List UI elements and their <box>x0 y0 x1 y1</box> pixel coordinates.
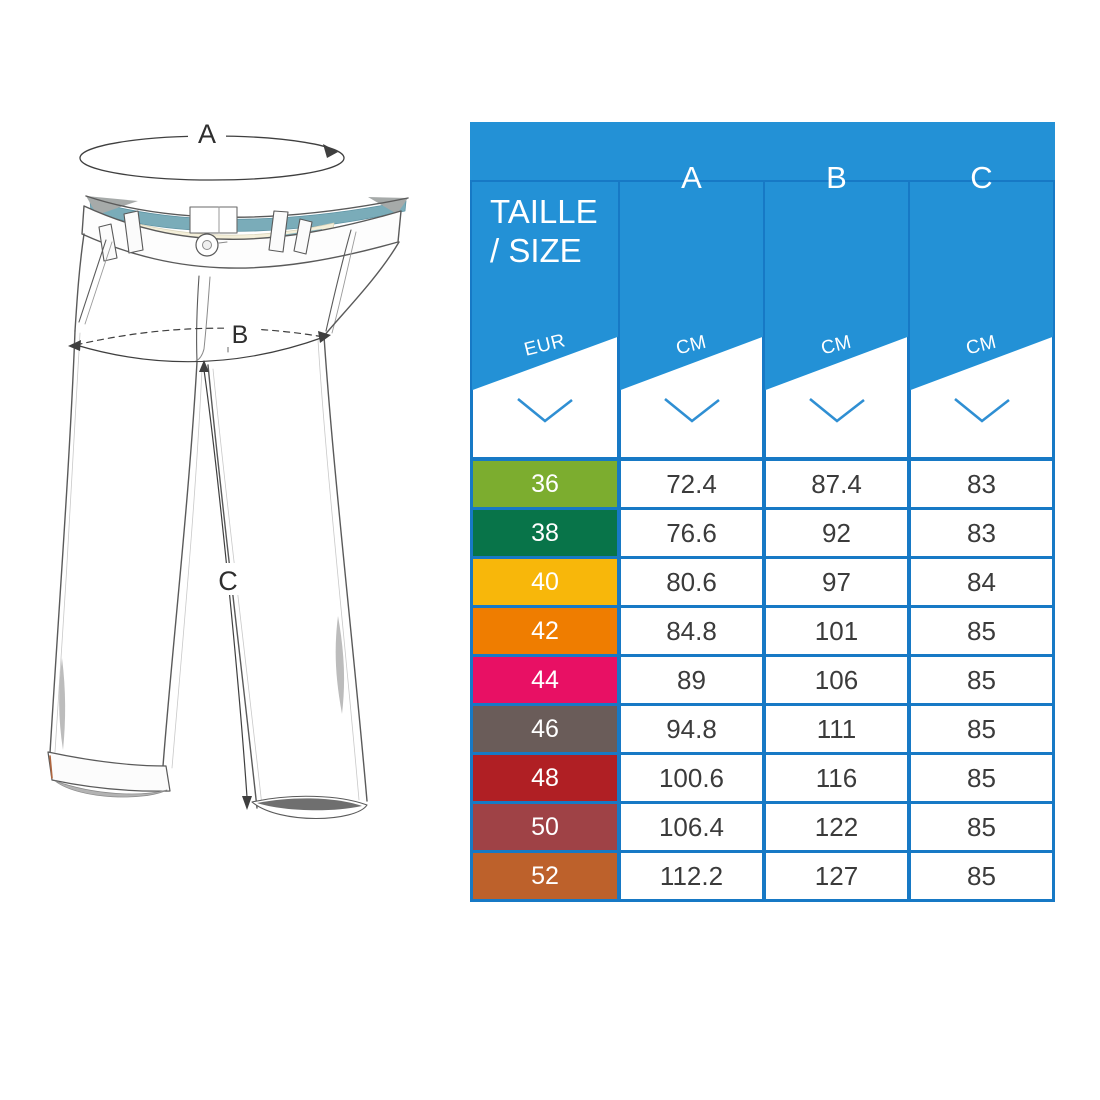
size-swatch: 48 <box>470 752 620 804</box>
chevron-down-icon <box>806 395 868 425</box>
fly-shield <box>190 207 237 233</box>
value-cell: 106.4 <box>618 801 765 853</box>
fly-seam <box>197 276 199 361</box>
size-swatch: 46 <box>470 703 620 755</box>
table-title-line1: TAILLE <box>490 193 598 230</box>
pants-technical-drawing <box>30 100 460 860</box>
size-swatch: 36 <box>470 458 620 510</box>
value-cell: 85 <box>908 801 1055 853</box>
column-a-header: A <box>681 160 702 195</box>
value-cell: 80.6 <box>618 556 765 608</box>
value-cell: 127 <box>763 850 910 902</box>
subheader-a <box>618 180 765 460</box>
value-cell: 83 <box>908 507 1055 559</box>
value-cell: 87.4 <box>763 458 910 510</box>
value-cell: 84.8 <box>618 605 765 657</box>
column-b-values <box>763 458 910 902</box>
value-cell: 106 <box>763 654 910 706</box>
value-cell: 76.6 <box>618 507 765 559</box>
column-c-header: C <box>970 160 993 195</box>
leg-right-outer <box>324 336 367 801</box>
table-title-line2: / SIZE <box>490 232 582 269</box>
chevron-down-icon <box>951 395 1013 425</box>
subheader-b <box>763 180 910 460</box>
subheader-c <box>908 180 1055 460</box>
pocket-left-stitch <box>85 242 112 324</box>
column-b-header: B <box>826 160 847 195</box>
value-cell: 85 <box>908 654 1055 706</box>
leg-crease <box>55 333 80 752</box>
unit-label-cm: CM <box>964 331 999 360</box>
value-cell: 72.4 <box>618 458 765 510</box>
value-cell: 89 <box>618 654 765 706</box>
chevron-down-icon <box>661 395 723 425</box>
value-cell: 97 <box>763 556 910 608</box>
waist-arrowhead <box>323 144 338 158</box>
size-table <box>470 122 1055 932</box>
chevron-down-icon <box>514 395 576 425</box>
value-cell: 84 <box>908 556 1055 608</box>
value-cell: 85 <box>908 752 1055 804</box>
value-cell: 122 <box>763 801 910 853</box>
value-cell: 92 <box>763 507 910 559</box>
value-cell: 85 <box>908 605 1055 657</box>
size-swatch: 42 <box>470 605 620 657</box>
value-cell: 85 <box>908 703 1055 755</box>
hip-measure-dashed <box>76 328 324 345</box>
value-cell: 100.6 <box>618 752 765 804</box>
value-cell: 116 <box>763 752 910 804</box>
size-swatch: 40 <box>470 556 620 608</box>
column-a-values <box>618 458 765 902</box>
value-cell: 85 <box>908 850 1055 902</box>
inseam-arrowhead-bottom <box>242 796 252 810</box>
pocket-left <box>79 240 106 322</box>
leg-crease <box>172 368 202 768</box>
unit-label-cm: CM <box>819 331 854 360</box>
size-swatch-column <box>470 458 620 902</box>
side-seam-left <box>75 234 84 331</box>
leg-crease <box>318 340 359 800</box>
unit-label-cm: CM <box>674 331 709 360</box>
value-cell: 83 <box>908 458 1055 510</box>
waist-button-center <box>203 241 212 250</box>
size-swatch: 44 <box>470 654 620 706</box>
unit-label-eur: EUR <box>522 330 568 361</box>
value-cell: 101 <box>763 605 910 657</box>
leg-left-inner <box>163 362 197 766</box>
size-swatch: 52 <box>470 850 620 902</box>
measure-label-c: C <box>218 566 238 596</box>
value-cell: 112.2 <box>618 850 765 902</box>
measure-label-a: A <box>197 119 217 149</box>
size-swatch: 38 <box>470 507 620 559</box>
column-c-values <box>908 458 1055 902</box>
value-cell: 94.8 <box>618 703 765 755</box>
measure-label-b: B <box>231 321 249 349</box>
table-title <box>490 192 598 270</box>
size-swatch: 50 <box>470 801 620 853</box>
value-cell: 111 <box>763 703 910 755</box>
